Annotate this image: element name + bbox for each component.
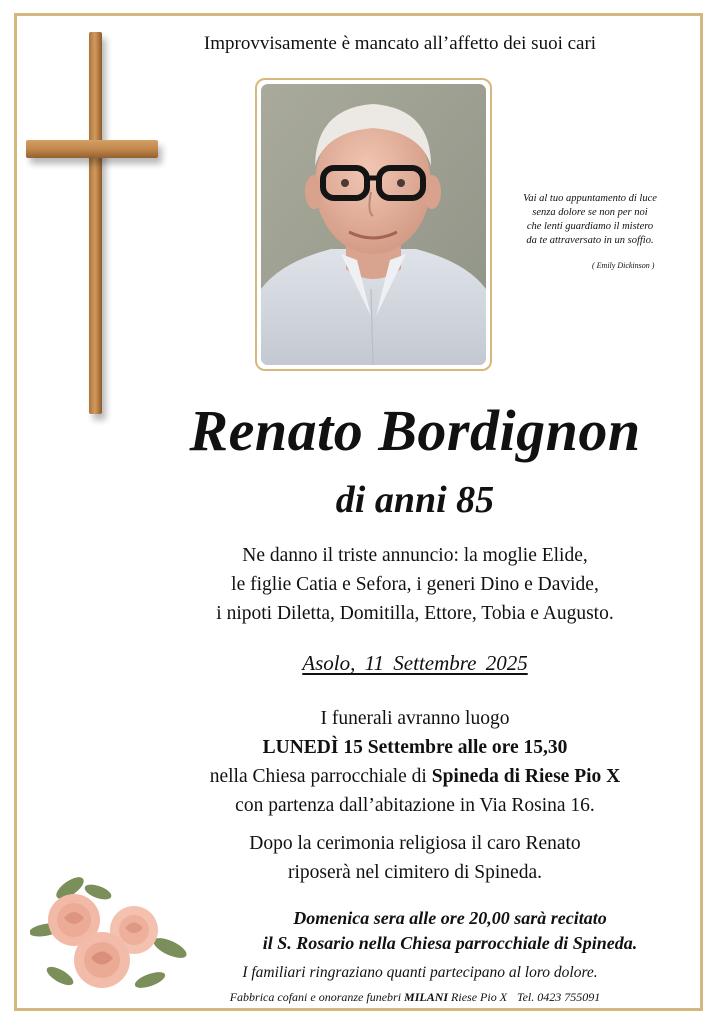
poem-line: da te attraversato in un soffio. <box>526 235 654 246</box>
announcement-line: Ne danno il triste annuncio: la moglie Elide, <box>242 545 588 566</box>
portrait-photo <box>261 84 486 365</box>
announcement-text <box>130 541 700 628</box>
footer-prefix: Fabbrica cofani e onoranze funebri <box>229 990 405 1004</box>
funeral-line-1: I funerali avranno luogo <box>320 708 510 729</box>
funeral-church-name: Spineda di Riese Pio X <box>431 766 621 787</box>
intro-text: Improvvisamente è mancato all’affetto dei suoi cari <box>203 33 597 54</box>
funeral-date-time: LUNEDÌ 15 Settembre alle ore 15,30 <box>262 737 568 758</box>
family-thanks: I familiari ringraziano quanti partecipano al loro dolore. <box>242 964 598 981</box>
burial-line: Dopo la cerimonia religiosa il caro Renato <box>249 833 581 854</box>
rosary-notice <box>200 906 700 956</box>
deceased-name: Renato Bordignon <box>189 398 641 463</box>
burial-line: riposerà nel cimitero di Spineda. <box>288 862 542 883</box>
deceased-age: di anni 85 <box>335 479 495 521</box>
footer-company: MILANI <box>404 990 449 1004</box>
poem-line: senza dolore se non per noi <box>532 207 648 218</box>
burial-details <box>130 829 700 887</box>
announcement-line: le figlie Catia e Sefora, i generi Dino e Davide, <box>231 574 599 595</box>
rosary-line: il S. Rosario nella Chiesa parrocchiale di Spineda. <box>262 933 638 953</box>
poem-line: che lenti guardiamo il mistero <box>526 221 654 232</box>
funeral-church-prefix: nella Chiesa parrocchiale di <box>209 766 432 787</box>
announcement-line: i nipoti Diletta, Domitilla, Ettore, Tobia e Augusto. <box>216 603 614 624</box>
funeral-details <box>130 704 700 820</box>
footer-phone: Tel. 0423 755091 <box>517 990 601 1004</box>
rosary-line: Domenica sera alle ore 20,00 sarà recitato <box>293 908 607 928</box>
footer-location: Riese Pio X <box>448 990 508 1004</box>
poem-line: Vai al tuo appuntamento di luce <box>523 193 657 204</box>
wooden-cross-icon <box>26 32 166 422</box>
funeral-departure: con partenza dall’abitazione in Via Rosina 16. <box>235 795 595 816</box>
funeral-home-footer <box>130 990 700 1005</box>
poem-author: ( Emily Dickinson ) <box>592 261 655 270</box>
place-date <box>130 651 700 676</box>
portrait-frame <box>255 78 492 371</box>
poem-quote <box>500 192 680 248</box>
funeral-church-line <box>130 762 700 791</box>
place-date-text: Asolo, 11 Settembre 2025 <box>302 651 528 675</box>
